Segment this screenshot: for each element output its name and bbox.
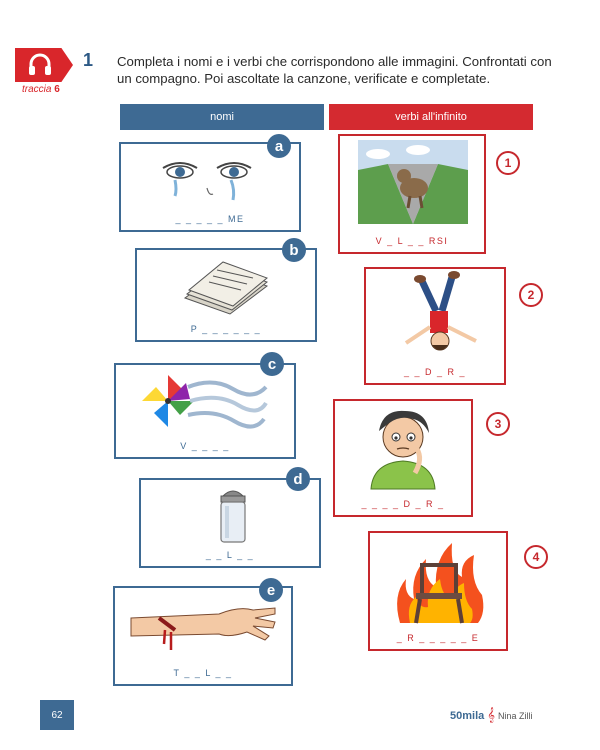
verb-word-4[interactable]: _ R _ _ _ _ _ E <box>396 633 480 643</box>
verb-word-1[interactable]: V _ L _ _ RSI <box>375 236 449 246</box>
cut-arm-icon <box>129 596 279 660</box>
noun-word-b[interactable]: P _ _ _ _ _ _ <box>190 324 262 334</box>
noun-card-d[interactable] <box>139 478 321 568</box>
wind-icon <box>138 371 268 435</box>
pensive-boy-icon <box>353 403 453 491</box>
verb-card-1[interactable] <box>338 134 486 254</box>
noun-badge-c: c <box>260 352 284 376</box>
headphones-icon <box>27 52 53 78</box>
track-label: traccia 6 <box>22 84 60 95</box>
audio-track-badge[interactable] <box>15 48 73 82</box>
verb-card-3[interactable] <box>333 399 473 517</box>
papers-icon <box>175 256 275 316</box>
noun-card-b[interactable] <box>135 248 317 342</box>
noun-word-d[interactable]: _ _ L _ _ <box>205 550 255 560</box>
verb-badge-1: 1 <box>496 151 520 175</box>
verb-badge-4: 4 <box>524 545 548 569</box>
page-number: 62 <box>40 700 74 730</box>
verb-word-3[interactable]: _ _ _ _ D _ R _ <box>361 499 445 509</box>
verb-card-2[interactable] <box>364 267 506 385</box>
falling-person-icon <box>382 271 492 361</box>
noun-badge-e: e <box>259 578 283 602</box>
column-header-nomi: nomi <box>120 104 324 130</box>
salt-shaker-icon <box>213 484 253 548</box>
dog-turning-icon <box>358 140 468 224</box>
noun-word-e[interactable]: T _ _ L _ _ <box>173 668 233 678</box>
verb-badge-2: 2 <box>519 283 543 307</box>
column-header-verbi: verbi all'infinito <box>329 104 533 130</box>
noun-word-a[interactable]: _ _ _ _ _ ME <box>175 214 245 224</box>
exercise-instructions: Completa i nomi e i verbi che corrispondono alle immagini. Confrontati con un compagno. Poi ascoltate la canzone, verificate e completate. <box>117 54 552 86</box>
burning-chair-icon <box>390 535 490 627</box>
noun-card-c[interactable] <box>114 363 296 459</box>
exercise-number: 1 <box>83 50 94 70</box>
noun-word-c[interactable]: V _ _ _ _ <box>180 441 230 451</box>
verb-badge-3: 3 <box>486 412 510 436</box>
noun-badge-b: b <box>282 238 306 262</box>
song-credit <box>450 707 532 723</box>
crying-eyes-icon <box>155 150 265 206</box>
verb-word-2[interactable]: _ _ D _ R _ <box>403 367 467 377</box>
verb-card-4[interactable] <box>368 531 508 651</box>
noun-badge-a: a <box>267 134 291 158</box>
noun-badge-d: d <box>286 467 310 491</box>
treble-clef-icon: 𝄞 <box>487 707 495 722</box>
song-title: 50mila <box>450 710 485 722</box>
artist-name: Nina Zilli <box>497 711 533 721</box>
